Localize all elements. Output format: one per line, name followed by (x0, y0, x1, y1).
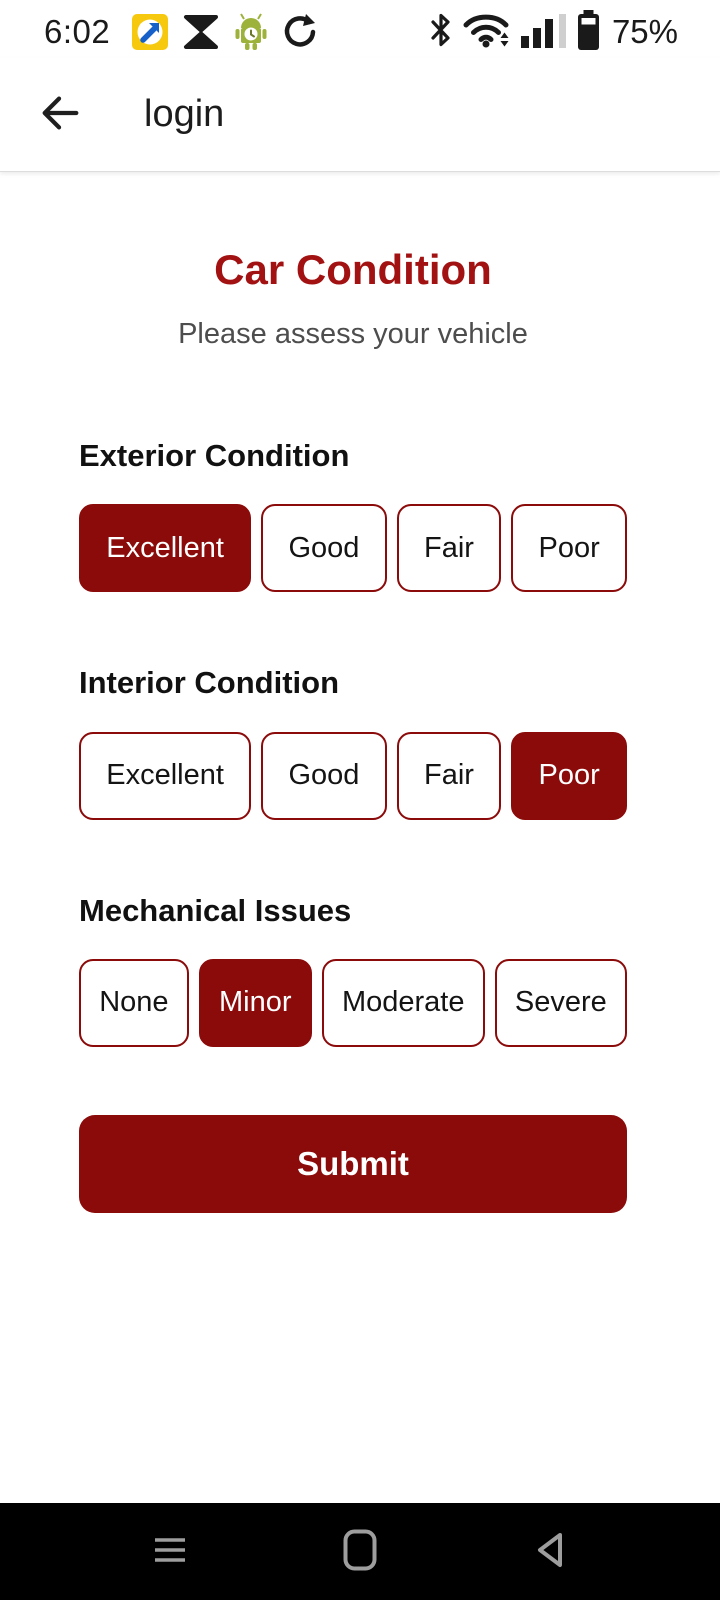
option-group-exterior (79, 504, 627, 592)
bluetooth-icon (429, 11, 453, 54)
nav-back-button[interactable] (528, 1530, 572, 1574)
option-exterior-excellent[interactable]: Excellent (79, 504, 251, 592)
android-nav-bar (0, 1503, 720, 1600)
battery-percent: 75% (611, 13, 678, 50)
option-mechanical-severe[interactable]: Severe (495, 959, 627, 1047)
car-condition-form (0, 172, 720, 1503)
option-interior-good[interactable]: Good (261, 732, 387, 820)
battery-icon (577, 10, 600, 55)
sync-icon (282, 14, 318, 50)
back-button[interactable] (34, 89, 86, 141)
arrow-back-icon (37, 90, 83, 139)
notification-icons (132, 13, 318, 51)
section-mechanical-issues (79, 892, 627, 1047)
nav-home-button[interactable] (338, 1530, 382, 1574)
signal-bars-icon (521, 11, 567, 54)
status-time: 6:02 (44, 13, 111, 50)
capcut-hourglass-icon (182, 14, 220, 50)
option-interior-poor[interactable]: Poor (511, 732, 627, 820)
system-icons (429, 10, 678, 55)
status-bar (0, 0, 720, 58)
menu-hamburger-icon (154, 1537, 186, 1566)
section-exterior-condition (79, 437, 627, 592)
app-bar (0, 58, 720, 172)
page-title: Car Condition (214, 246, 492, 293)
option-mechanical-none[interactable]: None (79, 959, 189, 1047)
section-interior-condition (79, 664, 627, 819)
option-interior-excellent[interactable]: Excellent (79, 732, 251, 820)
option-group-mechanical (79, 959, 627, 1047)
back-triangle-icon (534, 1530, 566, 1573)
page-subtitle: Please assess your vehicle (178, 318, 528, 351)
option-group-interior (79, 732, 627, 820)
option-exterior-fair[interactable]: Fair (397, 504, 502, 592)
home-square-icon (343, 1529, 377, 1574)
option-interior-fair[interactable]: Fair (397, 732, 502, 820)
app-bar-title: login (144, 93, 225, 135)
option-mechanical-minor[interactable]: Minor (199, 959, 312, 1047)
section-label-interior: Interior Condition (79, 665, 340, 701)
option-exterior-poor[interactable]: Poor (511, 504, 627, 592)
android-robot-icon (234, 13, 268, 51)
section-label-exterior: Exterior Condition (79, 438, 350, 474)
section-label-mechanical: Mechanical Issues (79, 892, 352, 928)
finance-app-icon (132, 14, 168, 50)
submit-button[interactable]: Submit (79, 1115, 627, 1213)
wifi-icon (463, 11, 511, 54)
option-exterior-good[interactable]: Good (261, 504, 387, 592)
nav-menu-button[interactable] (148, 1530, 192, 1574)
option-mechanical-moderate[interactable]: Moderate (322, 959, 485, 1047)
